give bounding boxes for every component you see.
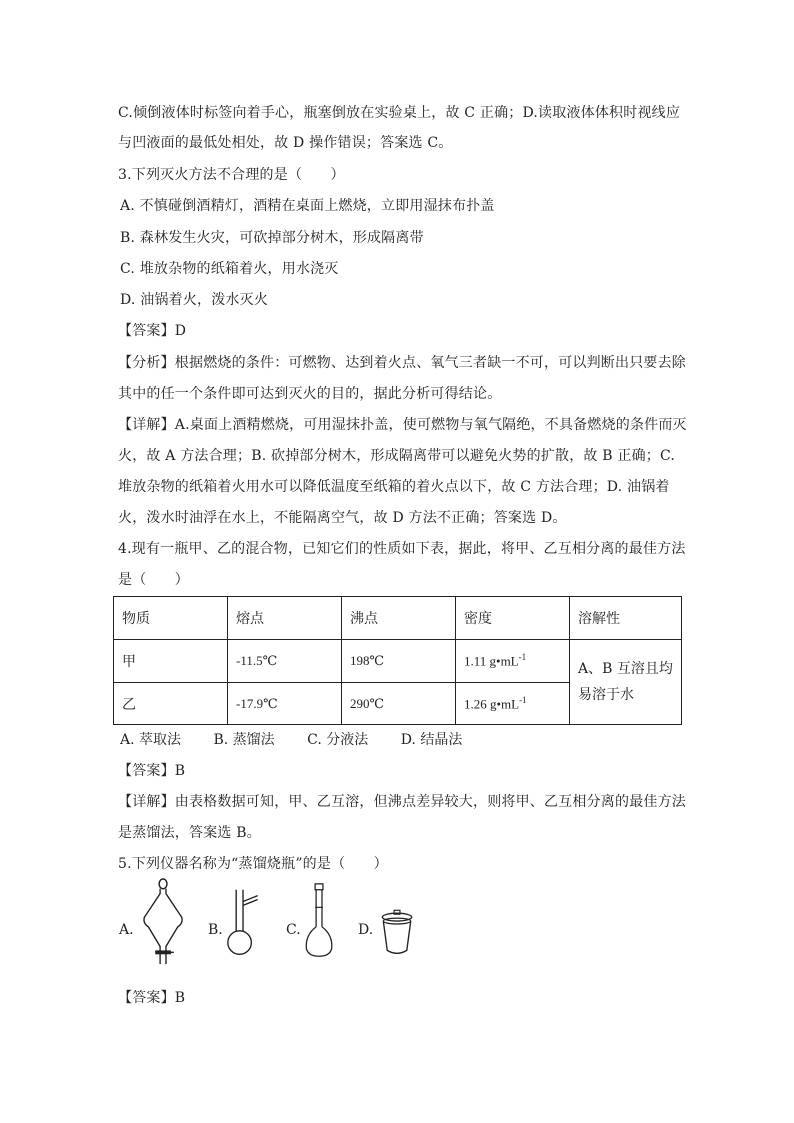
q3-option-d: D. 油锅着火，泼水灭火: [120, 292, 269, 308]
q5-option-label: A.: [119, 922, 134, 938]
unit-exponent: -1: [518, 652, 527, 663]
q4-detail: 是蒸馏法，答案选 B。: [118, 825, 261, 841]
q5-answer: 【答案】B: [118, 990, 186, 1006]
density-value: 1.11 g•mL: [464, 653, 519, 669]
q3-detail: 堆放杂物的纸箱着火用水可以降低温度至纸箱的着火点以下，故 C 方法合理；D. 油锅着: [118, 479, 670, 495]
q4-detail: 【详解】由表格数据可知，甲、乙互溶，但沸点差异较大，则将甲、乙互相分离的最佳方法: [118, 794, 686, 810]
question-3: 3.下列灭火方法不合理的是（ ）: [118, 167, 345, 183]
text-line: 与凹液面的最低处相处，故 D 操作错误；答案选 C。: [118, 135, 453, 151]
q3-detail: 火，故 A 方法合理；B. 砍掉部分树木，形成隔离带可以避免火势的扩散，故 B 正确；C.: [118, 448, 676, 464]
table-cell: 198℃: [342, 640, 456, 683]
q3-option-c: C. 堆放杂物的纸箱着火，用水浇灭: [120, 261, 339, 277]
q3-analysis: 【分析】根据燃烧的条件：可燃物、达到着火点、氧气三者缺一不可，可以判断出只要去除: [118, 355, 686, 371]
table-cell: -11.5℃: [228, 640, 342, 683]
q4-answer: 【答案】B: [118, 763, 186, 779]
volumetric-flask-icon: [301, 878, 341, 968]
separatory-funnel-icon: [140, 878, 190, 968]
table-cell: [456, 640, 570, 683]
q3-answer: 【答案】D: [118, 323, 187, 339]
table-cell: 乙: [114, 683, 228, 725]
table-header: 沸点: [342, 597, 456, 640]
table-header: 密度: [456, 597, 570, 640]
q4-option: B. 蒸馏法: [213, 732, 275, 748]
q5-option-label: C.: [286, 922, 301, 938]
solubility-cell: [570, 640, 682, 725]
q3-option-b: B. 森林发生火灾，可砍掉部分树木，形成隔离带: [120, 230, 424, 246]
properties-table: [113, 596, 682, 725]
density-value: 1.26 g•mL: [464, 696, 520, 712]
question-5: 5.下列仪器名称为“蒸馏烧瓶”的是（ ）: [118, 856, 388, 872]
table-cell: [456, 683, 570, 725]
question-4: 是（ ）: [118, 572, 189, 588]
solubility-line: A、B 互溶且均: [578, 661, 673, 677]
unit-exponent: -1: [519, 694, 527, 705]
text-line: C.倾倒液体时标签向着手心，瓶塞倒放在实验桌上，故 C 正确；D.读取液体体积时视线应: [118, 105, 681, 121]
q3-analysis: 其中的任一个条件即可达到灭火的目的，据此分析可得结论。: [118, 386, 502, 402]
table-header: 物质: [114, 597, 228, 640]
q4-option: C. 分液法: [307, 732, 369, 748]
q5-option-label: D.: [358, 922, 374, 938]
table-row: [114, 640, 682, 683]
crucible-icon: [378, 878, 418, 968]
q4-option: A. 萃取法: [120, 732, 182, 748]
q5-option-label: B.: [208, 922, 223, 938]
question-4: 4.现有一瓶甲、乙的混合物，已知它们的性质如下表，据此，将甲、乙互相分离的最佳方法: [118, 541, 686, 557]
table-cell: 290℃: [342, 683, 456, 725]
table-cell: 甲: [114, 640, 228, 683]
table-cell: -17.9℃: [228, 683, 342, 725]
q3-option-a: A. 不慎碰倒酒精灯，酒精在桌面上燃烧，立即用湿抹布扑盖: [120, 198, 495, 214]
table-header: 溶解性: [570, 597, 682, 640]
q3-detail: 【详解】A.桌面上酒精燃烧，可用湿抹扑盖，使可燃物与氧气隔绝，不具备燃烧的条件而灭: [118, 417, 687, 433]
table-header-row: [114, 597, 682, 640]
table-header: 熔点: [228, 597, 342, 640]
q4-option: D. 结晶法: [400, 732, 463, 748]
q3-detail: 火，泼水时油浮在水上，不能隔离空气，故 D 方法不正确；答案选 D。: [118, 510, 567, 526]
solubility-line: 易溶于水: [578, 687, 634, 703]
distillation-flask-icon: [224, 878, 264, 968]
q4-options: [120, 730, 490, 750]
